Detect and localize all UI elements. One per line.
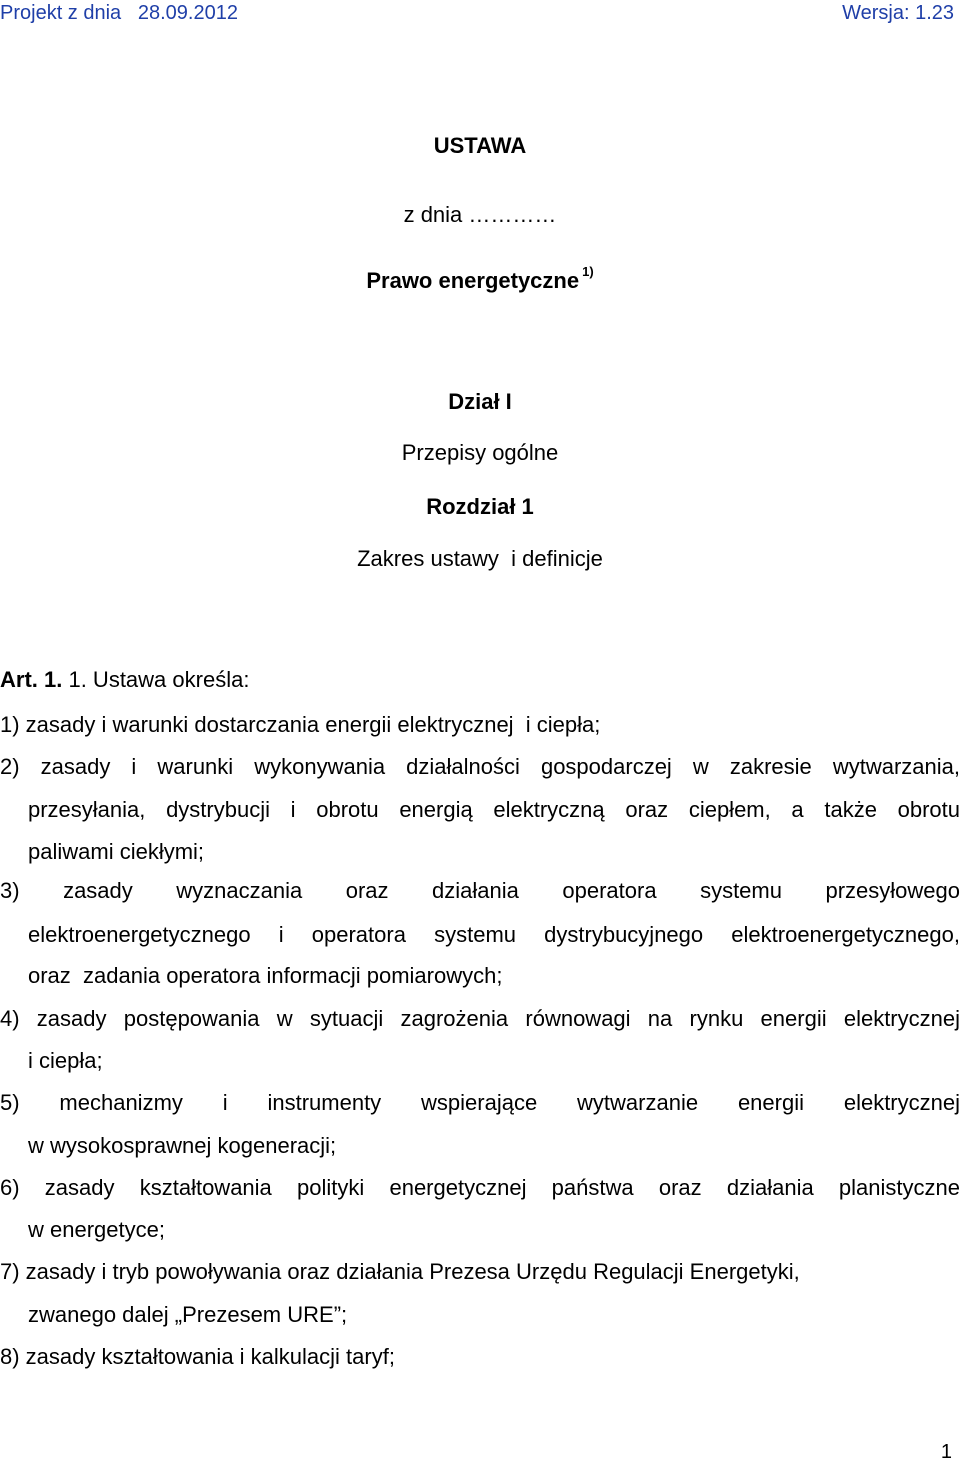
article-point-4: 4) zasady postępowania w sytuacji zagrożenia równowagi na rynku energii elektrycznej bbox=[0, 1006, 960, 1031]
article-point-3-end: oraz zadania operatora informacji pomiarowych; bbox=[28, 963, 503, 988]
act-name-title bbox=[0, 264, 960, 294]
article-point-2-continuation: przesyłania, dystrybucji i obrotu energią elektryczną oraz ciepłem, a także obrotu bbox=[28, 797, 960, 822]
article-point-7-end: zwanego dalej „Prezesem URE”; bbox=[28, 1302, 348, 1327]
article-heading bbox=[0, 667, 960, 693]
article-number: Art. 1. bbox=[0, 667, 63, 692]
header-project-date: Projekt z dnia 28.09.2012 bbox=[0, 2, 238, 24]
act-date-line: z dnia ………… bbox=[403, 202, 557, 227]
act-type-title: USTAWA bbox=[433, 133, 527, 158]
article-point-3-continuation: elektroenergetycznego i operatora systemu dystrybucyjnego elektroenergetycznego, bbox=[28, 922, 960, 947]
article-point-6-end: w energetyce; bbox=[28, 1217, 165, 1242]
chapter-label: Rozdział 1 bbox=[426, 494, 534, 519]
article-point-5: 5) mechanizmy i instrumenty wspierające wytwarzanie energii elektrycznej bbox=[0, 1090, 960, 1115]
article-point-8: 8) zasady kształtowania i kalkulacji taryf; bbox=[0, 1344, 395, 1369]
article-point-4-end: i ciepła; bbox=[28, 1048, 103, 1073]
article-point-5-end: w wysokosprawnej kogeneracji; bbox=[28, 1133, 337, 1158]
article-point-2-end: paliwami ciekłymi; bbox=[28, 839, 205, 864]
page-number: 1 bbox=[940, 1441, 952, 1463]
act-name-text: Prawo energetyczne bbox=[366, 268, 580, 293]
article-intro: 1. Ustawa określa: bbox=[62, 667, 250, 692]
footnote-reference[interactable]: 1) bbox=[582, 264, 594, 279]
article-point-7: 7) zasady i tryb powoływania oraz działania Prezesa Urzędu Regulacji Energetyki, bbox=[0, 1259, 800, 1284]
article-point-3: 3) zasady wyznaczania oraz działania operatora systemu przesyłowego bbox=[0, 878, 960, 903]
chapter-title: Zakres ustawy i definicje bbox=[357, 546, 603, 571]
division-title: Przepisy ogólne bbox=[401, 440, 559, 465]
article-point-6: 6) zasady kształtowania polityki energetycznej państwa oraz działania planistyczne bbox=[0, 1175, 960, 1200]
article-point-2: 2) zasady i warunki wykonywania działalności gospodarczej w zakresie wytwarzania, bbox=[0, 754, 960, 779]
article-point-1: 1) zasady i warunki dostarczania energii elektrycznej i ciepła; bbox=[0, 712, 601, 737]
header-version: Wersja: 1.23 bbox=[842, 2, 954, 24]
division-label: Dział I bbox=[448, 389, 512, 414]
